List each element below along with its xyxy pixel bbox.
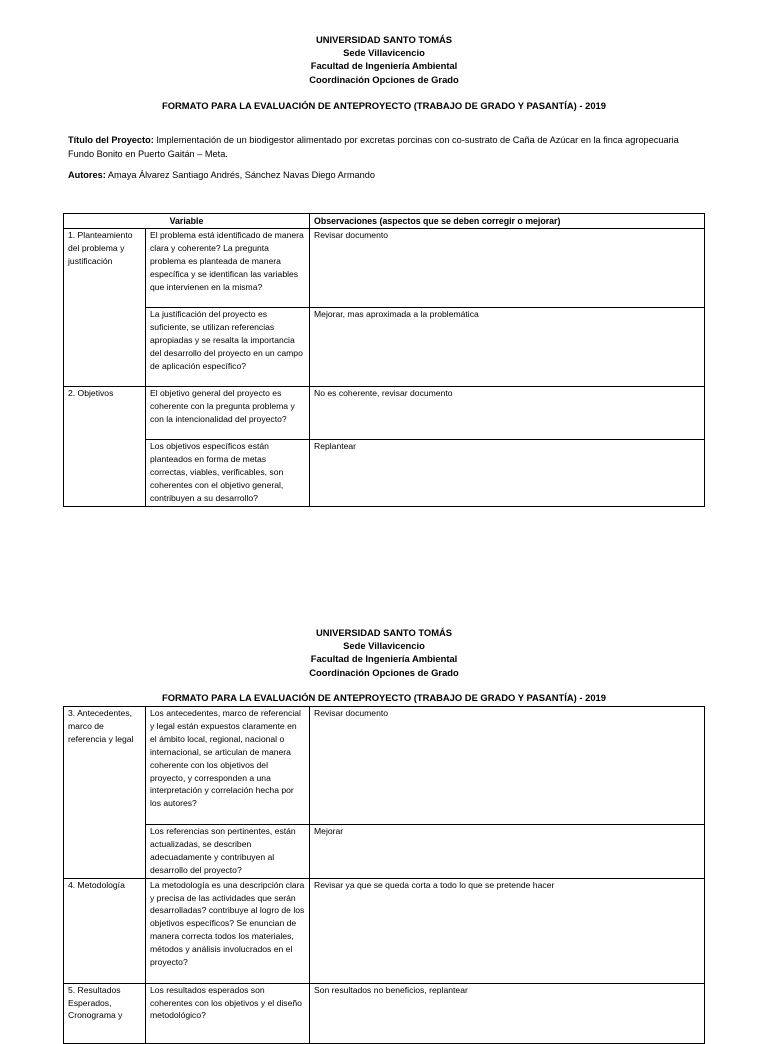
table-row bbox=[64, 878, 705, 983]
section-label: 1. Planteamiento del problema y justificación bbox=[64, 229, 146, 387]
table-row bbox=[64, 983, 705, 1043]
section-label: 5. Resultados Esperados, Cronograma y bbox=[64, 983, 146, 1043]
project-title-value: Implementación de un biodigestor alimentado por excretas porcinas con co-sustrato de Caña de Azúcar en la finca agropecuaria Fundo Bonito en Puerto Gaitán – Meta. bbox=[68, 135, 679, 159]
criterion-question: La metodología es una descripción clara y precisa de las actividades que serán desarrolladas? contribuye al logro de los objetivos específicos? Se enuncian de manera correcta todos los materiales, métodos y análisis involucrados en el proyecto? bbox=[146, 878, 310, 983]
evaluation-table-1 bbox=[63, 213, 705, 507]
observation-cell[interactable]: Mejorar, mas aproximada a la problemática bbox=[310, 308, 705, 387]
criterion-question: Los objetivos específicos están planteados en forma de metas correctas, viables, verificables, son coherentes con el objetivo general, contribuyen a su desarrollo? bbox=[146, 440, 310, 507]
table-row bbox=[64, 229, 705, 308]
criterion-question: Los resultados esperados son coherentes con los objetivos y el diseño metodológico? bbox=[146, 983, 310, 1043]
authors-value: Amaya Álvarez Santiago Andrés, Sánchez Navas Diego Armando bbox=[107, 170, 375, 180]
table-header-row bbox=[64, 214, 705, 229]
table-row bbox=[64, 440, 705, 507]
page-2 bbox=[0, 622, 768, 1021]
criterion-question: El problema está identificado de manera clara y coherente? La pregunta problema es planteada de manera específica y se identifican las variables que intervienen en la misma? bbox=[146, 229, 310, 308]
section-label: 4. Metodología bbox=[64, 878, 146, 983]
variable-header: Variable bbox=[64, 214, 310, 229]
observation-cell[interactable]: Revisar ya que se queda corta a todo lo que se pretende hacer bbox=[310, 878, 705, 983]
observation-cell[interactable]: Mejorar bbox=[310, 825, 705, 879]
page-header bbox=[0, 0, 768, 86]
document-title: FORMATO PARA LA EVALUACIÓN DE ANTEPROYECTO (TRABAJO DE GRADO Y PASANTÍA) - 2019 bbox=[162, 691, 606, 703]
page-1 bbox=[0, 0, 768, 503]
section-label: 2. Objetivos bbox=[64, 387, 146, 507]
table-row bbox=[64, 308, 705, 387]
project-authors bbox=[68, 169, 688, 183]
faculty-name: Facultad de Ingeniería Ambiental bbox=[310, 653, 458, 665]
university-name: UNIVERSIDAD SANTO TOMÁS bbox=[315, 627, 453, 638]
criterion-question: Los referencias son pertinentes, están actualizadas, se describen adecuadamente y contribuyen al desarrollo del proyecto? bbox=[146, 825, 310, 879]
table-row bbox=[64, 707, 705, 825]
table-row bbox=[64, 387, 705, 440]
coordination-name: Coordinación Opciones de Grado bbox=[309, 666, 459, 678]
observation-cell[interactable]: Revisar documento bbox=[310, 707, 705, 825]
authors-label: Autores: bbox=[68, 170, 106, 180]
evaluation-table-2 bbox=[63, 706, 705, 1044]
criterion-question: El objetivo general del proyecto es coherente con la pregunta problema y con la intencionalidad del proyecto? bbox=[146, 387, 310, 440]
page-header bbox=[0, 622, 768, 679]
observation-cell[interactable]: No es coherente, revisar documento bbox=[310, 387, 705, 440]
table-row bbox=[64, 825, 705, 879]
campus-name: Sede Villavicencio bbox=[343, 640, 425, 652]
faculty-name: Facultad de Ingeniería Ambiental bbox=[310, 60, 458, 72]
observations-header: Observaciones (aspectos que se deben corregir o mejorar) bbox=[310, 214, 705, 229]
project-title-label: Título del Proyecto: bbox=[68, 135, 154, 145]
university-name: UNIVERSIDAD SANTO TOMÁS bbox=[315, 34, 453, 45]
observation-cell[interactable]: Son resultados no beneficios, replantear bbox=[310, 983, 705, 1043]
document-title: FORMATO PARA LA EVALUACIÓN DE ANTEPROYECTO (TRABAJO DE GRADO Y PASANTÍA) - 2019 bbox=[162, 99, 606, 111]
section-label bbox=[64, 707, 146, 879]
criterion-question: La justificación del proyecto es suficiente, se utilizan referencias apropiadas y se resalta la importancia del desarrollo del proyecto en un campo de aplicación específico? bbox=[146, 308, 310, 387]
criterion-question: Los antecedentes, marco de referencial y legal están expuestos claramente en el ámbito local, regional, nacional o internacional, se articulan de manera coherente con los objetivos del proyecto, y corresponden a una interpretación y correlación hecha por los autores? bbox=[146, 707, 310, 825]
campus-name: Sede Villavicencio bbox=[343, 47, 425, 59]
section-label-text: 3. Antecedentes, marco de referencia y legal bbox=[68, 708, 134, 744]
observation-cell[interactable]: Revisar documento bbox=[310, 229, 705, 308]
observation-cell[interactable]: Replantear bbox=[310, 440, 705, 507]
coordination-name: Coordinación Opciones de Grado bbox=[309, 73, 459, 85]
project-title bbox=[68, 134, 688, 161]
